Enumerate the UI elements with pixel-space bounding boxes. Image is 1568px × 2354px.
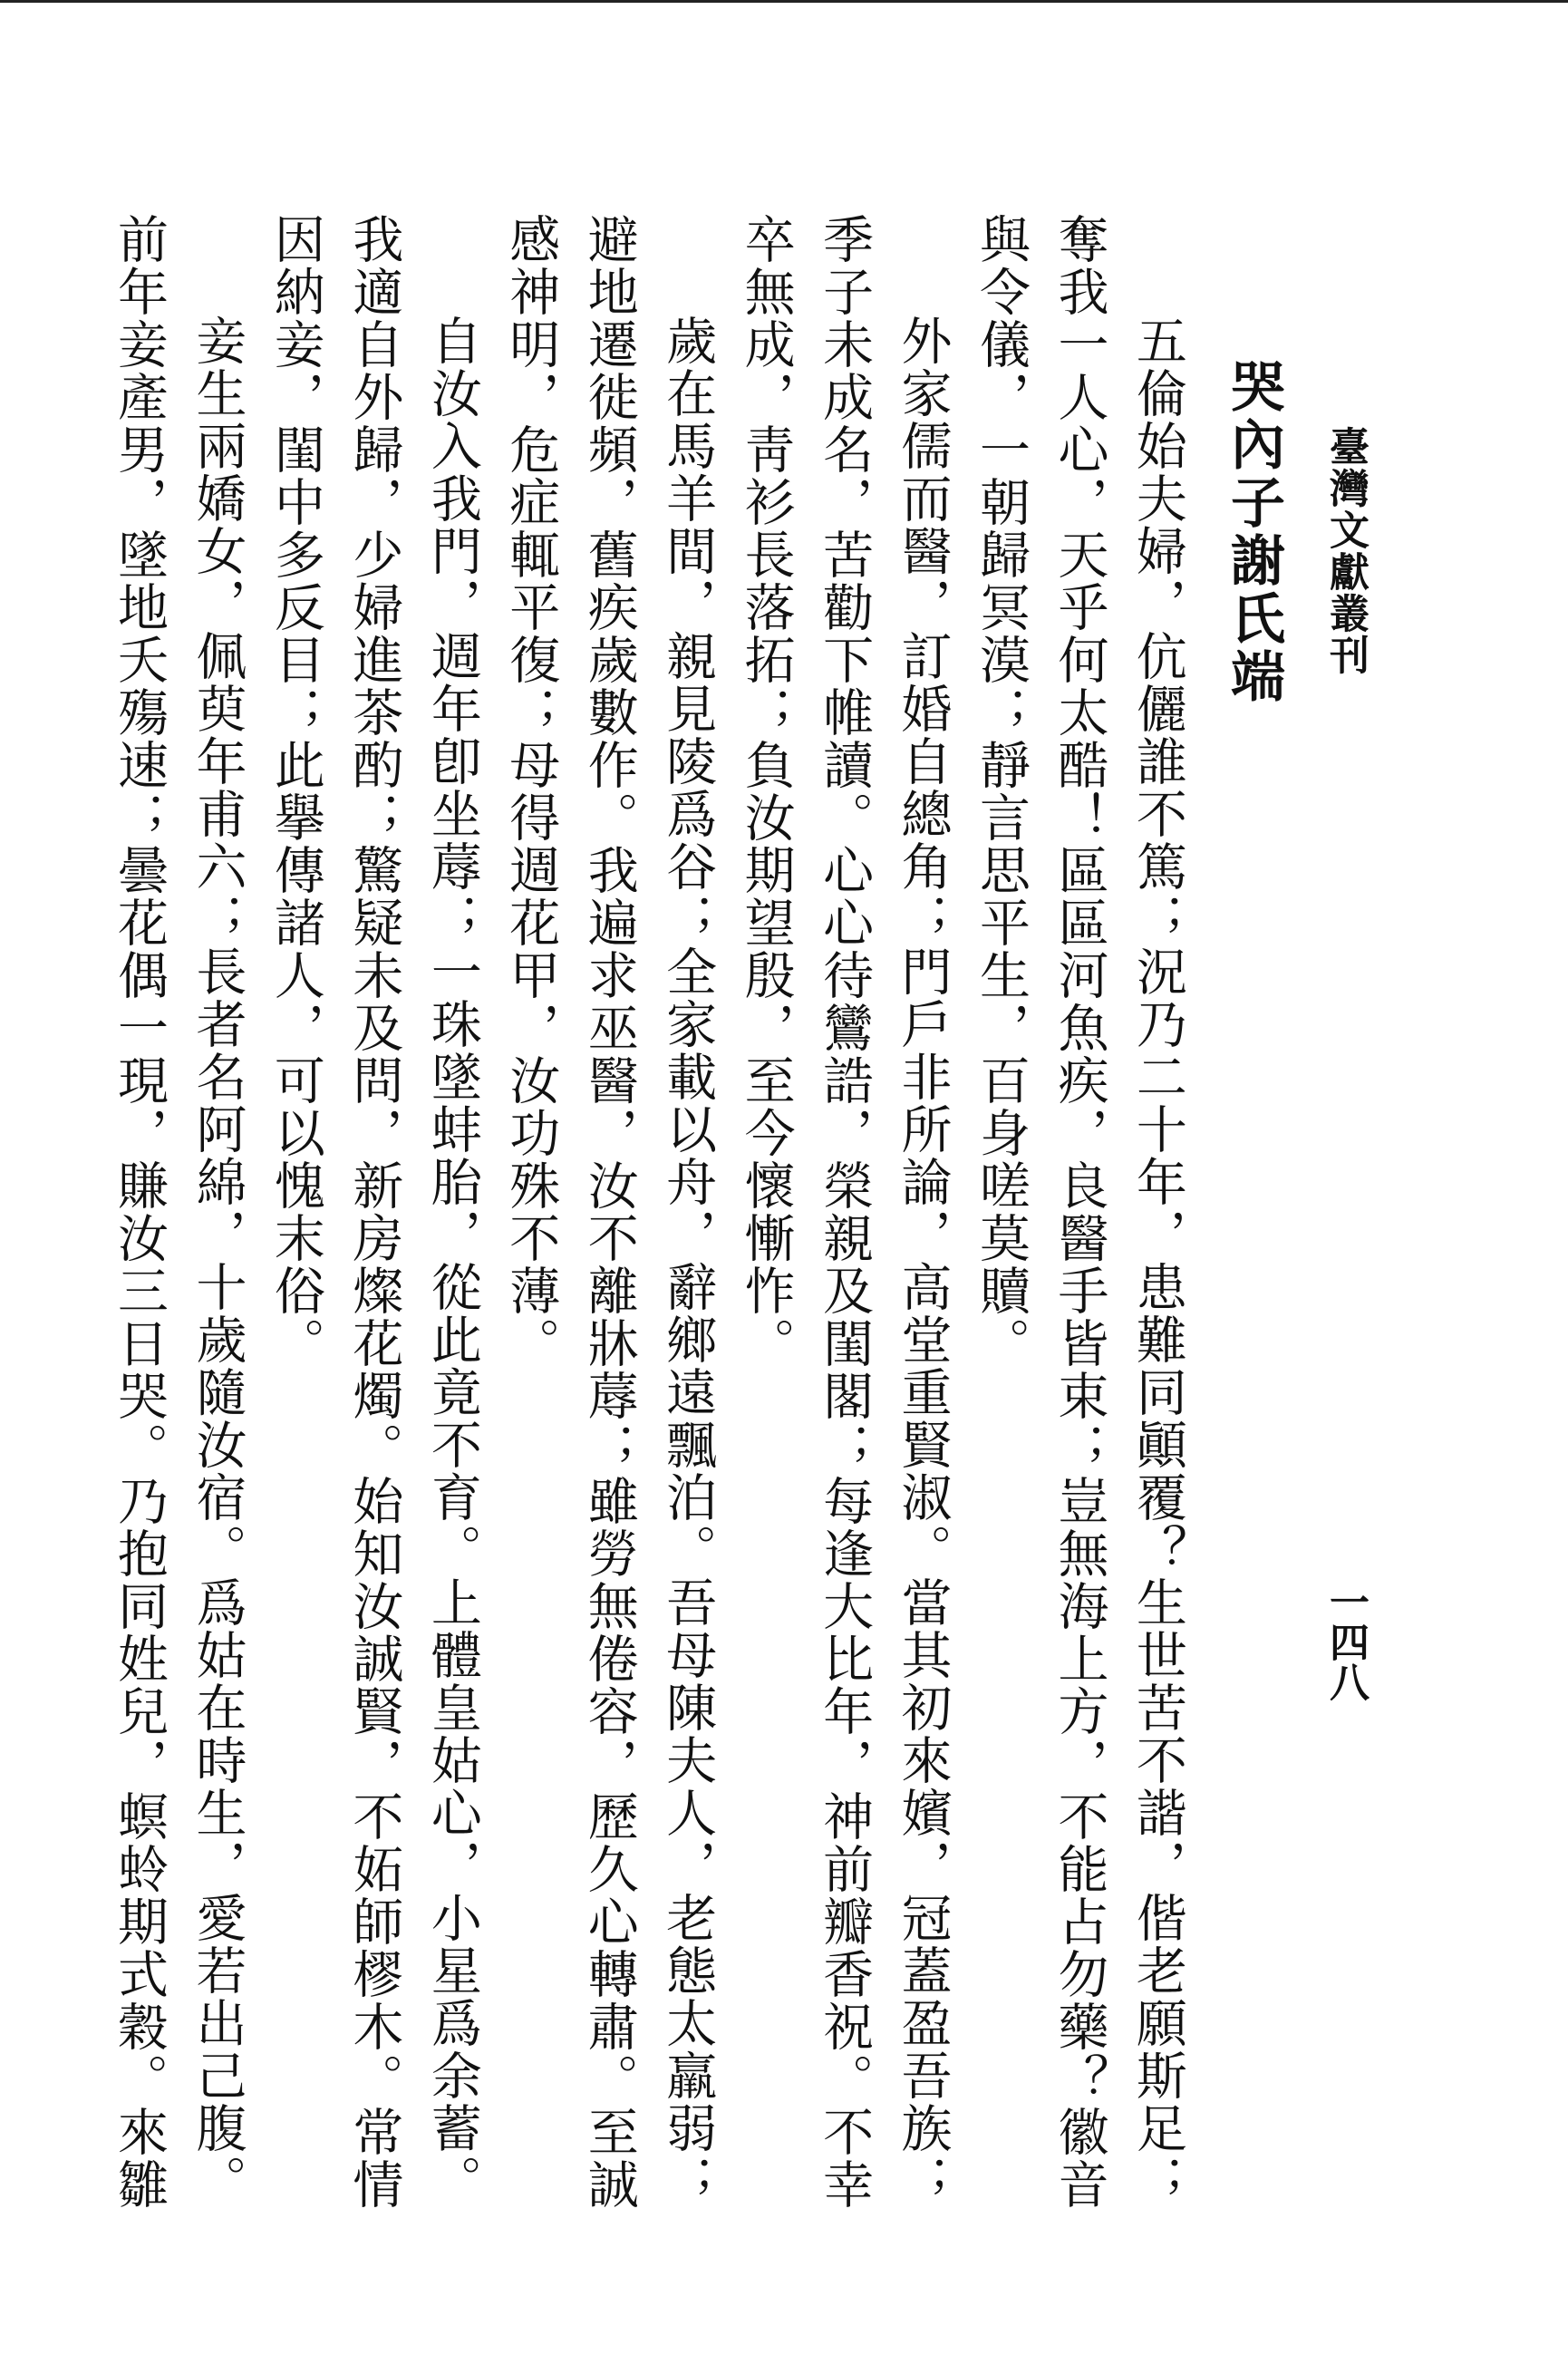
text-column: 自汝入我門，週年卽坐蓐；一珠墜蚌胎，從此竟不育。上體皇姑心，小星爲余蓄。 (422, 315, 482, 2207)
text-column: 與令儀，一朝歸冥漠；靜言思平生，百身嗟莫贖。 (971, 213, 1031, 1370)
text-column: 妾生兩嬌女，佩萸年甫六；長者名阿綿，十歲隨汝宿。爲姑在時生，愛若出己腹。 (188, 315, 247, 2207)
page-number: 一四八 (1322, 1582, 1369, 1701)
text-column: 感神明，危症輒平復；母得週花甲，汝功殊不薄。 (501, 213, 561, 1370)
text-column: 因納妾，閨中多反目；此擧傳諸人，可以愧末俗。 (266, 213, 325, 1370)
text-column: 卒無成，靑衫長落拓；負汝期望殷，至今懷慚怍。 (736, 213, 796, 1370)
text-column: 歲在馬羊間，親見陵爲谷；全家載以舟，辭鄉遠飄泊。吾母陳夫人，老態太羸弱； (658, 315, 718, 2207)
text-column: 外家儒而醫，訂婚自總角；門戶非所論，高堂重賢淑。當其初來嬪，冠蓋盈吾族； (893, 315, 953, 2207)
book-title: 臺灣文獻叢刊 (1322, 426, 1369, 676)
text-column: 避地遷徙頻，舊疾歲數作。我遍求巫醫，汝不離牀蓐；雖勞無倦容，歷久心轉肅。至誠 (579, 213, 639, 2211)
text-column: 我適自外歸，少婦進茶酌；驚疑未及問，新房燦花燭。始知汝誠賢，不妬師樛木。常情 (344, 213, 404, 2211)
poem-title: 哭內子謝氏端 (1222, 358, 1285, 706)
top-border-line (0, 0, 1568, 3)
text-column: 季子未成名，苦勸下帷讀。心心待鸞誥，榮親及閨閣；每逢大比年，神前瓣香祝。不幸 (815, 213, 875, 2211)
text-column: 前年妾產男，墜地夭殤速；曇花偶一現，賺汝三日哭。乃抱同姓兒，螟蛉期式穀。來雛 (110, 213, 169, 2211)
poem-body (110, 213, 1187, 2252)
text-column: 五倫始夫婦，伉儷誰不篤；況乃二十年，患難同顚覆？生世苦不諧，偕老願斯足； (1128, 315, 1187, 2207)
text-column: 奪我一人心，天乎何太酷！區區河魚疾，良醫手皆束；豈無海上方，不能占勿藥？徽音 (1050, 213, 1109, 2211)
